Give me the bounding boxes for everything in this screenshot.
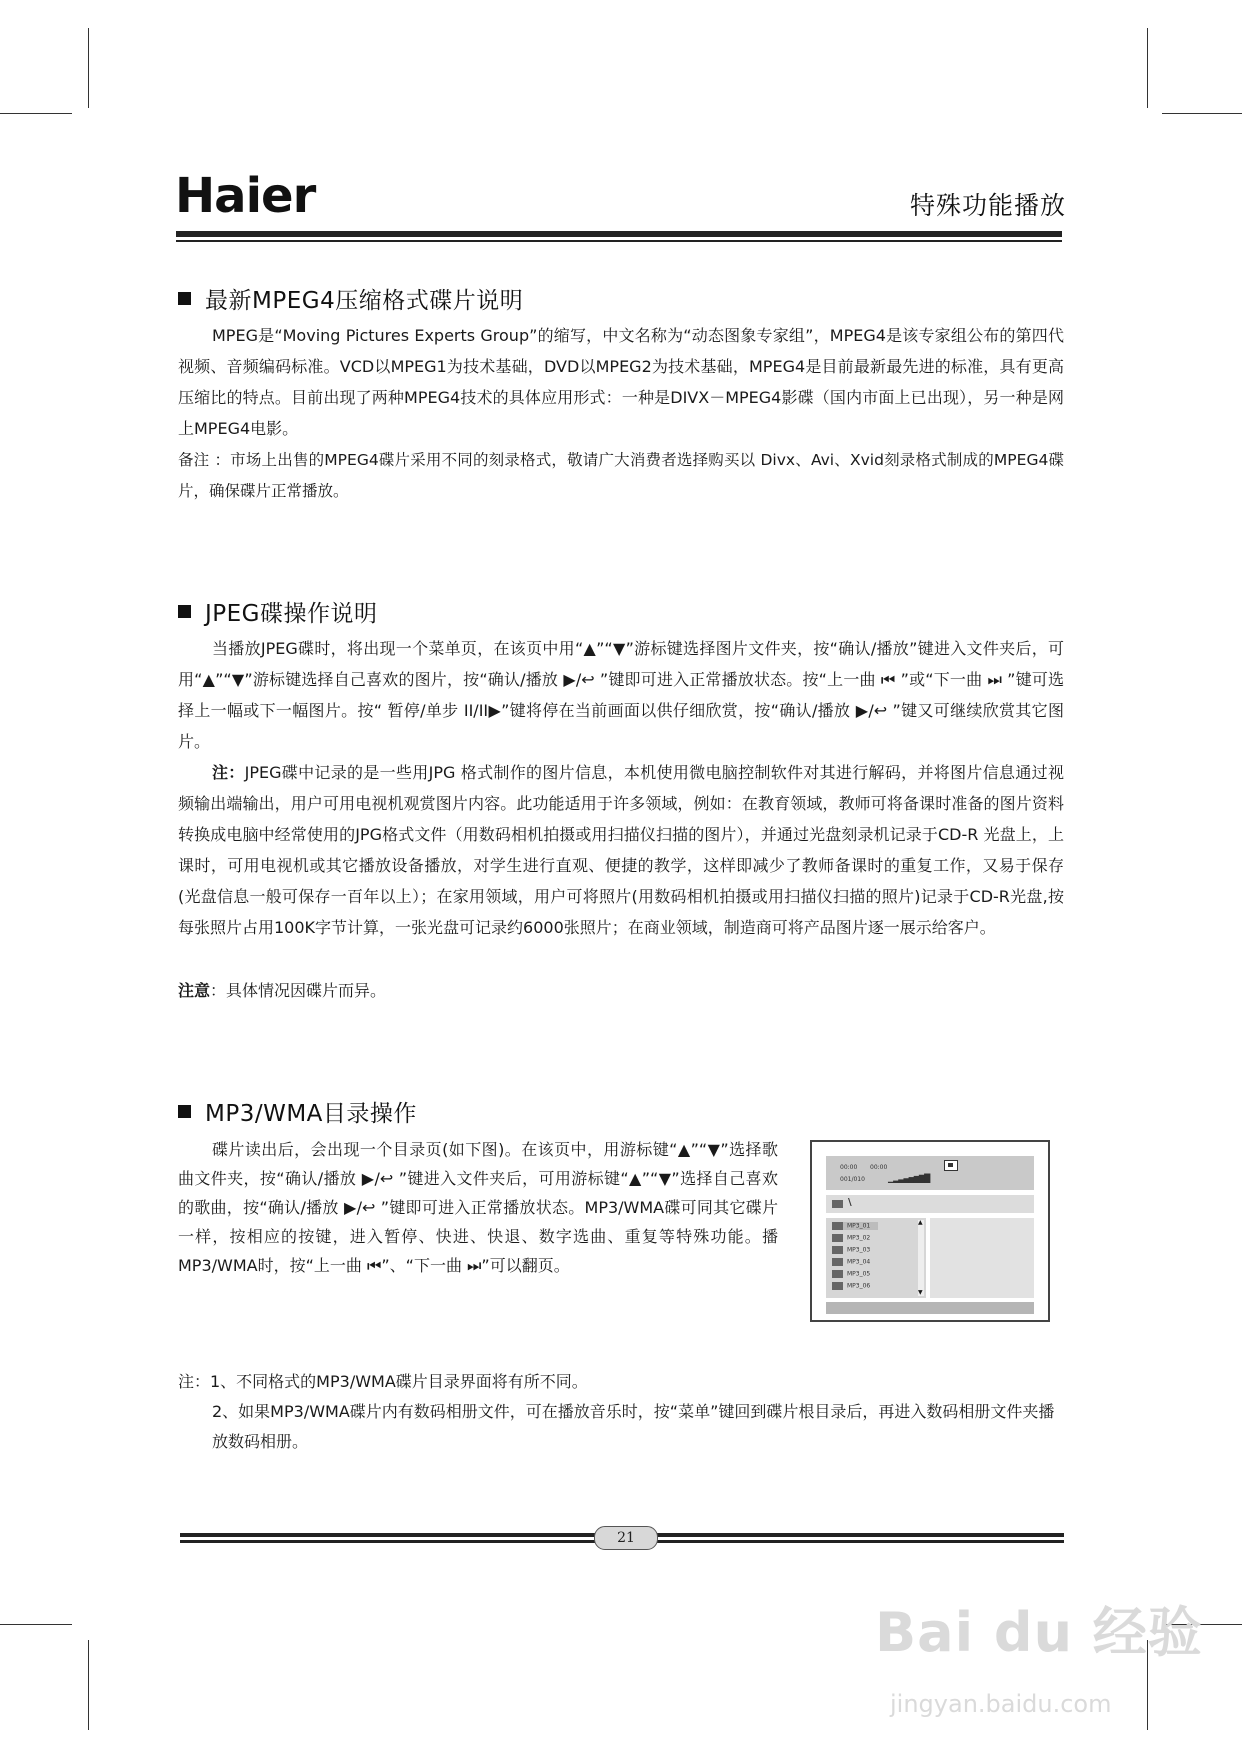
section-heading-mpeg4 [178,282,523,315]
crop-mark [1147,28,1148,108]
mp3-menu-screenshot [810,1140,1050,1322]
mpeg4-note: 备注 ：市场上出售的MPEG4碟片采用不同的刻录格式，敬请广大消费者选择购买以 Divx、Avi、Xvid刻录格式制成的MPEG4碟片，确保碟片正常播放。 [178,451,1064,500]
folder-icon [832,1270,843,1278]
mp3-body: 碟片读出后，会出现一个目录页(如下图)。在该页中，用游标键“▲”“▼”选择歌曲文件夹，按“确认/播放 ▶/↩ ”键进入文件夹后，可用游标键“▲”“▼”选择自己喜欢的歌曲，按“确认/播放 ▶/↩ ”键即可进入正常播放状态。MP3/WMA碟可同其它碟片一样，按相应的按键，进入暂停、快进、快退、数字选曲、重复等特殊功能。播MP3/WMA时，按“上一曲 ⏮”、“下一曲 ⏭”可以翻页。 [178,1140,778,1275]
crop-mark [0,1624,72,1625]
file-row [832,1234,870,1242]
baidu-watermark-url: jingyan.baidu.com [890,1690,1112,1718]
screen-time-elapsed: 00:00 [840,1164,858,1171]
crop-mark [88,28,89,108]
screen-track-count: 001/010 [840,1176,865,1183]
screen-file-list [826,1218,926,1298]
jpeg-body: 当播放JPEG碟时，将出现一个菜单页，在该页中用“▲”“▼”游标键选择图片文件夹，按“确认/播放”键进入文件夹后，可用“▲”“▼”游标键选择自己喜欢的图片，按“确认/播放 ▶/↩ ”键即可进入正常播放状态。按“上一曲 ⏮ ”或“下一曲 ⏭ ”键可选择上一幅或下一幅图片。按“ 暂停/单步 II/II▶”键将停在当前画面以供仔细欣赏，按“确认/播放 ▶/↩ ”键又可继续欣赏其它图片。 [178,639,1064,751]
file-name: MP3_05 [847,1270,871,1278]
jpeg-note [178,757,1064,943]
folder-icon [832,1200,843,1208]
baidu-watermark-logo: Bai du 经验 [875,1601,1203,1664]
file-row [832,1222,878,1230]
file-name: MP3_04 [847,1258,871,1266]
screen-bottom-bar [826,1302,1034,1314]
crop-mark [0,113,72,114]
file-name: MP3_03 [847,1246,871,1254]
bullet-square-icon [178,1105,191,1118]
header-rule [176,231,1062,237]
scroll-down-icon: ▼ [918,1289,923,1296]
volume-bars-icon: ▁▂▃▄▅▆▇█ [888,1174,930,1183]
mp3-notes [178,1367,1064,1457]
scrollbar [918,1220,924,1296]
scroll-up-icon: ▲ [918,1219,923,1226]
screen-status-bar [826,1156,1034,1190]
file-row [832,1258,870,1266]
header-rule-thin [176,240,1062,242]
section-heading-mp3 [178,1095,417,1128]
screen-info-panel [930,1218,1034,1298]
stop-icon [944,1160,958,1171]
file-row [832,1246,870,1254]
folder-icon [832,1246,843,1254]
mp3-note-1: 注：1、不同格式的MP3/WMA碟片目录界面将有所不同。 [178,1372,588,1391]
bullet-square-icon [178,605,191,618]
mpeg4-body: MPEG是“Moving Pictures Experts Group”的缩写，中文名称为“动态图象专家组”，MPEG4是该专家组公布的第四代视频、音频编码标准。VCD以MPEG1为技术基础，DVD以MPEG2为技术基础，MPEG4是目前最新最先进的标准，具有更高压缩比的特点。目前出现了两种MPEG4技术的具体应用形式：一种是DIVX－MPEG4影碟（国内市面上已出现），另一种是网上MPEG4电影。 [178,326,1064,438]
folder-icon [832,1222,843,1230]
crop-mark [1162,113,1242,114]
crop-mark [88,1640,89,1730]
section-heading-text: MP3/WMA目录操作 [205,1101,417,1127]
bullet-square-icon [178,292,191,305]
file-row [832,1270,870,1278]
brand-logo: Haier [175,168,316,224]
attention-label: 注意 [178,981,211,1000]
folder-icon [832,1234,843,1242]
section-heading-text: 最新MPEG4压缩格式碟片说明 [205,288,524,314]
file-row [832,1282,870,1290]
screen-time-total: 00:00 [870,1164,888,1171]
jpeg-attention [178,975,1064,1006]
screen-path: \ [848,1197,852,1208]
note-label: 注： [212,763,245,782]
file-name: MP3_01 [847,1222,871,1230]
file-name: MP3_06 [847,1282,871,1290]
folder-icon [832,1258,843,1266]
mp3-note-2: 2、如果MP3/WMA碟片内有数码相册文件，可在播放音乐时，按“菜单”键回到碟片根目录后，再进入数码相册文件夹播放数码相册。 [212,1402,1055,1451]
folder-icon [832,1282,843,1290]
section-heading-jpeg [178,595,378,628]
screen-path-bar [826,1195,1034,1213]
jpeg-note-text: JPEG碟中记录的是一些用JPG 格式制作的图片信息，本机使用微电脑控制软件对其进行解码，并将图片信息通过视频输出端输出，用户可用电视机观赏图片内容。此功能适用于许多领域，例如：在教育领域，教师可将备课时准备的图片资料转换成电脑中经常使用的JPG格式文件（用数码相机拍摄或用扫描仪扫描的图片），并通过光盘刻录机记录于CD-R 光盘上，上课时，可用电视机或其它播放设备播放，对学生进行直观、便捷的教学，这样即减少了教师备课时的重复工作，又易于保存(光盘信息一般可保存一百年以上）；在家用领域，用户可将照片(用数码相机拍摄或用扫描仪扫描的照片)记录于CD-R光盘,按每张照片占用100K字节计算，一张光盘可记录约6000张照片；在商业领域，制造商可将产品图片逐一展示给客户。 [178,763,1064,937]
page-number: 21 [594,1526,658,1550]
file-name: MP3_02 [847,1234,871,1242]
section-heading-text: JPEG碟操作说明 [205,601,378,627]
page-title: 特殊功能播放 [909,191,1066,220]
jpeg-attention-text: ：具体情况因碟片而异。 [210,981,387,1000]
